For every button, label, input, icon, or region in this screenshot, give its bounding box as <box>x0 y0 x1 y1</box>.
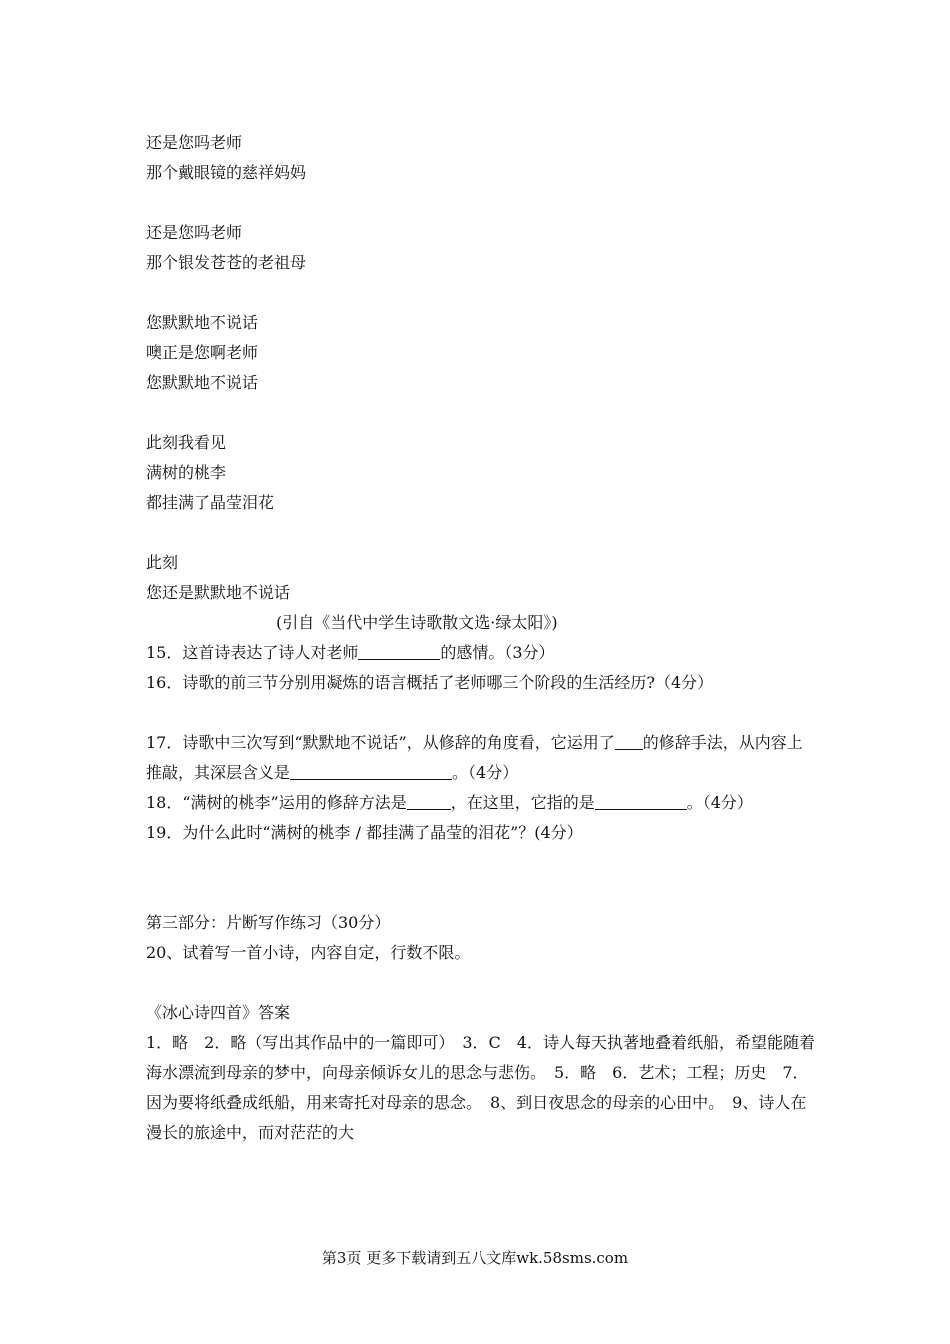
part3-heading: 第三部分：片断写作练习（30分） <box>146 913 391 932</box>
answers-text: 1．略 2．略（写出其作品中的一篇即可） 3．C 4．诗人每天执著地叠着纸船，希望能随着海水漂流到母亲的梦中，向母亲倾诉女儿的思念与悲伤。 5．略 6．艺术；工程；历史 7．因为要将纸叠成纸船，用来寄托对母亲的思念。 8、到日夜思念的母亲的心田中。 9、诗人在漫长的旅途中，而对茫茫的大 <box>146 1033 815 1142</box>
question-16: 16．诗歌的前三节分别用凝炼的语言概括了老师哪三个阶段的生活经历?（4分） <box>146 673 714 692</box>
poem-line: 您默默地不说话 <box>146 313 259 332</box>
poem-line: 那个银发苍苍的老祖母 <box>146 253 307 272</box>
answer-blank <box>615 731 643 750</box>
poem-line: 您默默地不说话 <box>146 373 259 392</box>
poem-line: 那个戴眼镜的慈祥妈妈 <box>146 163 307 182</box>
question-19: 19．为什么此时“满树的桃李 / 都挂满了晶莹的泪花”？(4分） <box>146 823 583 842</box>
poem-line: 还是您吗老师 <box>146 133 243 152</box>
question-18: 18．“满树的桃李”运用的修辞方法是 ，在这里，它指的是 。（4分） <box>146 793 753 812</box>
answer-blank <box>595 791 687 810</box>
answer-blank <box>290 761 452 780</box>
question-20: 20、试着写一首小诗，内容自定，行数不限。 <box>146 943 471 962</box>
poem-citation: (引自《当代中学生诗歌散文选·绿太阳》) <box>276 613 558 632</box>
poem-line: 此刻 <box>146 553 179 572</box>
poem-line: 都挂满了晶莹泪花 <box>146 493 275 512</box>
answer-blank <box>407 791 451 810</box>
page-footer: 第3页 更多下载请到五八文库wk.58sms.com <box>321 1249 629 1267</box>
poem-line: 满树的桃李 <box>146 463 227 482</box>
poem-line: 此刻我看见 <box>146 433 227 452</box>
answers-title: 《冰心诗四首》答案 <box>146 1003 291 1022</box>
answer-blank <box>358 641 440 660</box>
poem-line: 您还是默默地不说话 <box>146 583 291 602</box>
question-17: 17．诗歌中三次写到“默默地不说话”，从修辞的角度看，它运用了 的修辞手法，从内容上推敲，其深层含义是 。（4分） <box>146 733 803 782</box>
question-15: 15．这首诗表达了诗人对老师 的感情。（3分） <box>146 643 555 662</box>
poem-line: 还是您吗老师 <box>146 223 243 242</box>
page-content <box>146 128 816 1148</box>
poem-line: 噢正是您啊老师 <box>146 343 259 362</box>
